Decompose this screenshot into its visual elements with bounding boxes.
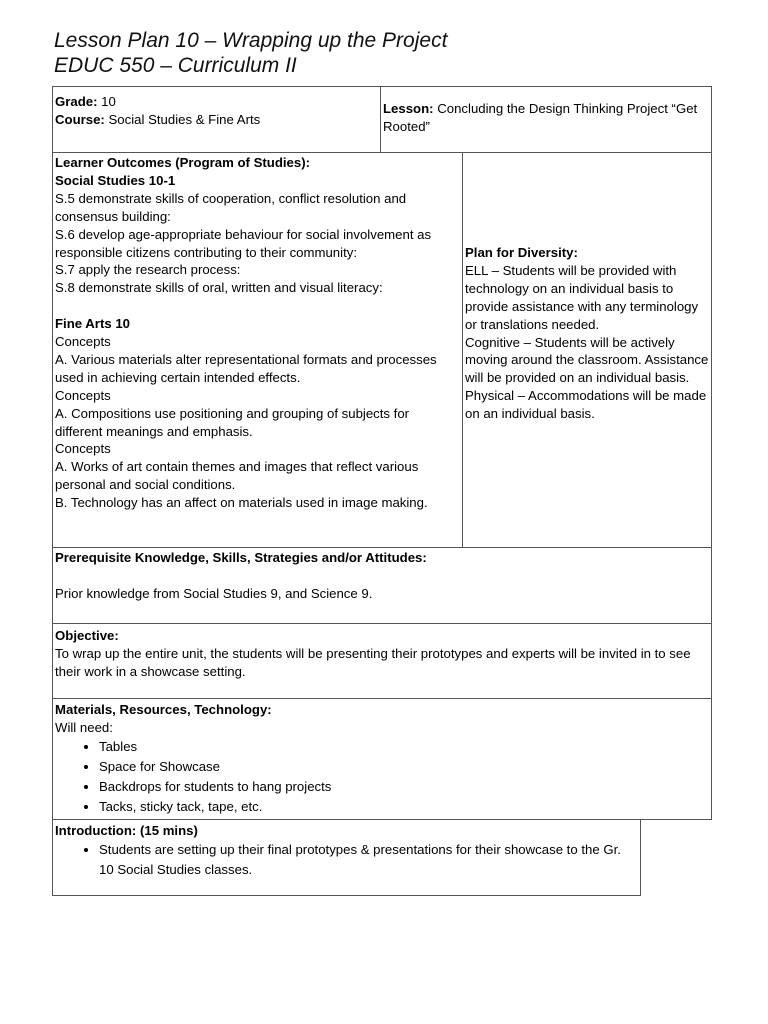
outcome-item: S.7 apply the research process: — [55, 262, 241, 278]
lesson-value: Concluding the Design Thinking Project “Get Rooted” — [383, 101, 698, 134]
list-item: • Space for Showcase — [99, 757, 709, 777]
prerequisite-text: Prior knowledge from Social Studies 9, and Science 9. — [55, 585, 373, 601]
document-title — [54, 28, 447, 78]
introduction-list — [55, 840, 638, 880]
fine-arts-line: A. Various materials alter representational formats and processes used in achieving certain intended effects. — [55, 351, 437, 385]
course-value: Social Studies & Fine Arts — [104, 111, 261, 127]
title-line-1: Lesson Plan 10 – Wrapping up the Project — [54, 29, 448, 52]
objective-heading: Objective: — [55, 628, 119, 643]
plan-for-diversity-cell — [462, 152, 712, 548]
lesson-cell — [380, 86, 712, 153]
materials-intro: Will need: — [55, 719, 113, 735]
list-item: • Backdrops for students to hang projects — [99, 777, 709, 797]
fine-arts-heading: Fine Arts 10 — [55, 316, 130, 332]
list-item: • Students are setting up their final prototypes & presentations for their showcase to the Gr. 10 Social Studies classes. — [99, 840, 630, 880]
materials-list — [55, 737, 709, 817]
prerequisite-cell — [52, 547, 712, 624]
objective-text: To wrap up the entire unit, the students will be presenting their prototypes and experts will be invited in to see their work in a showcase setting. — [55, 645, 691, 679]
title-line-2: EDUC 550 – Curriculum II — [54, 54, 297, 77]
introduction-heading: Introduction: (15 mins) — [55, 823, 198, 838]
prerequisite-heading: Prerequisite Knowledge, Skills, Strategies and/or Attitudes: — [55, 550, 427, 565]
diversity-item: Physical – Accommodations will be made on an individual basis. — [465, 388, 707, 422]
list-item: • Tables — [99, 737, 709, 757]
diversity-item: Cognitive – Students will be actively moving around the classroom. Assistance will be provided on an individual basis. — [465, 334, 709, 386]
fine-arts-line: A. Compositions use positioning and grouping of subjects for different meanings and emphasis. — [55, 405, 410, 439]
fine-arts-line: B. Technology has an affect on materials used in image making. — [55, 495, 428, 511]
lesson-label: Lesson: — [383, 101, 434, 116]
learner-outcomes-cell — [52, 152, 463, 548]
fine-arts-line: Concepts — [55, 441, 111, 457]
materials-cell — [52, 698, 712, 820]
grade-label: Grade: — [55, 94, 98, 109]
social-studies-heading: Social Studies 10-1 — [55, 172, 176, 188]
fine-arts-line: Concepts — [55, 387, 111, 403]
diversity-heading: Plan for Diversity: — [465, 245, 578, 260]
grade-value: 10 — [97, 94, 116, 109]
fine-arts-line: A. Works of art contain themes and images that reflect various personal and social conditions. — [55, 459, 419, 493]
list-item: • Tacks, sticky tack, tape, etc. — [99, 797, 709, 817]
objective-cell — [52, 623, 712, 699]
materials-heading: Materials, Resources, Technology: — [55, 702, 272, 717]
outcome-item: S.6 develop age-appropriate behaviour for social involvement as responsible citizens contributing to their community: — [55, 226, 432, 260]
outcomes-heading: Learner Outcomes (Program of Studies): — [55, 155, 311, 170]
course-label: Course: — [55, 111, 105, 127]
diversity-item: ELL – Students will be provided with technology on an individual basis to provide assistance with any terminology or translations needed. — [465, 262, 699, 332]
introduction-cell — [52, 819, 641, 896]
outcome-item: S.8 demonstrate skills of oral, written and visual literacy: — [55, 280, 383, 296]
outcome-item: S.5 demonstrate skills of cooperation, conflict resolution and consensus building: — [55, 190, 407, 224]
grade-course-cell — [52, 86, 381, 153]
fine-arts-line: Concepts — [55, 334, 111, 350]
